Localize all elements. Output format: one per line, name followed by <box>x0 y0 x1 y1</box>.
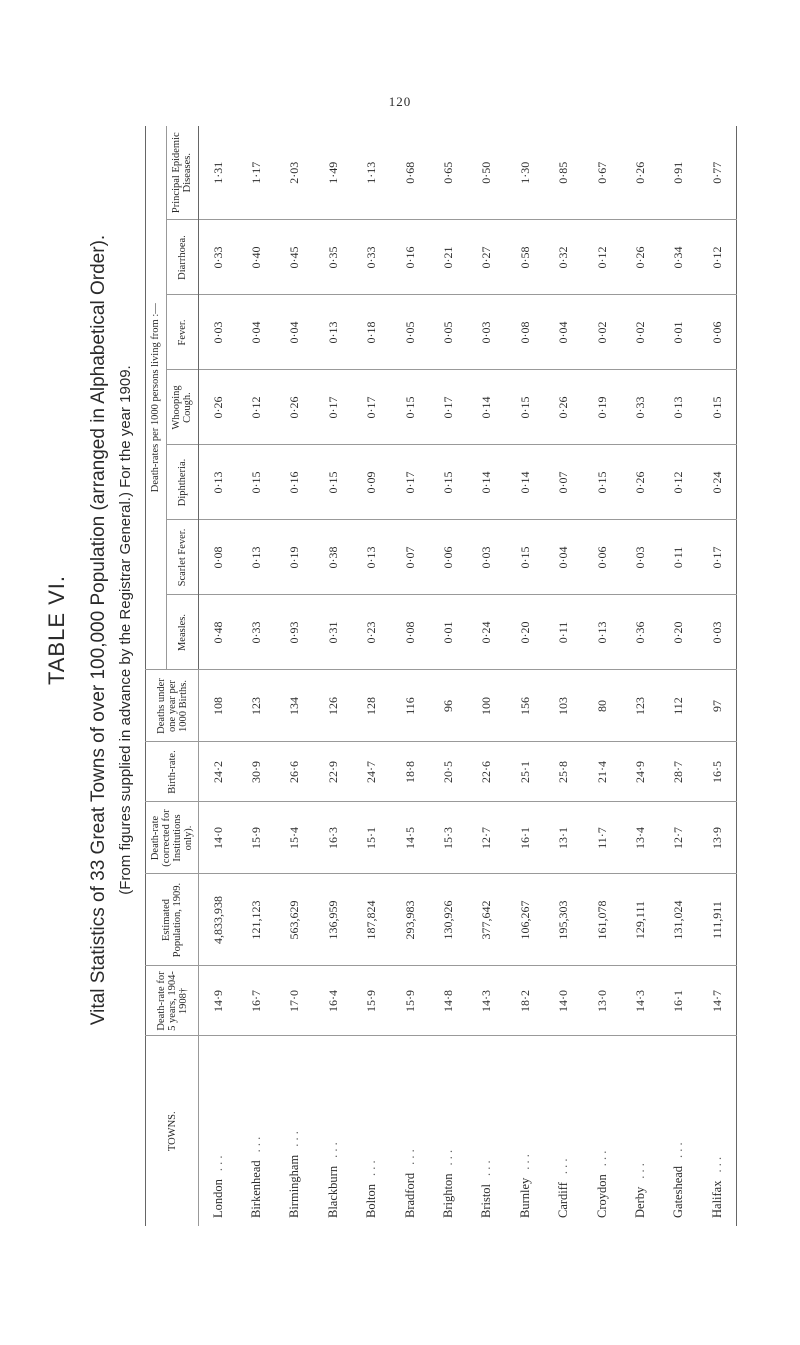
cell-town <box>468 1036 506 1226</box>
cell-infant-deaths: 116 <box>391 670 429 742</box>
leader-dots: . . . <box>671 1142 686 1158</box>
cell-population: 563,629 <box>276 874 314 966</box>
leader-dots: . . . <box>287 1131 302 1147</box>
cell-town <box>506 1036 544 1226</box>
cell-epidemic-diseases: 1·17 <box>237 126 275 220</box>
cell-death-rate-corrected: 15·9 <box>237 802 275 874</box>
cell-measles: 0·01 <box>429 595 467 670</box>
cell-diarrhoea: 0·12 <box>698 220 737 295</box>
cell-epidemic-diseases: 0·68 <box>391 126 429 220</box>
cell-epidemic-diseases: 0·50 <box>468 126 506 220</box>
cell-epidemic-diseases: 0·77 <box>698 126 737 220</box>
leader-dots: . . . <box>364 1160 379 1176</box>
cell-infant-deaths: 80 <box>583 670 621 742</box>
cell-epidemic-diseases: 0·26 <box>621 126 659 220</box>
cell-town <box>429 1036 467 1226</box>
cell-birth-rate: 18·8 <box>391 742 429 802</box>
cell-measles: 0·11 <box>545 595 583 670</box>
town-name: Blackburn <box>325 1165 340 1218</box>
town-name: Birkenhead <box>249 1160 264 1218</box>
cell-death-rate-corrected: 16·1 <box>506 802 544 874</box>
cell-population: 187,824 <box>353 874 391 966</box>
cell-diarrhoea: 0·33 <box>199 220 238 295</box>
cell-measles: 0·13 <box>583 595 621 670</box>
cell-town <box>199 1036 238 1226</box>
cell-whooping-cough: 0·15 <box>506 370 544 445</box>
cell-whooping-cough: 0·33 <box>621 370 659 445</box>
cell-population: 195,303 <box>545 874 583 966</box>
cell-scarlet-fever: 0·38 <box>314 520 352 595</box>
header-epidemic-diseases: Principal Epidemic Diseases. <box>166 126 198 220</box>
cell-birth-rate: 16·5 <box>698 742 737 802</box>
town-name: Halifax <box>709 1180 724 1218</box>
cell-diphtheria: 0·12 <box>660 445 698 520</box>
cell-death-rate-5yr: 14·9 <box>199 966 238 1036</box>
leader-dots: . . . <box>594 1150 609 1167</box>
cell-measles: 0·48 <box>199 595 238 670</box>
cell-birth-rate: 30·9 <box>237 742 275 802</box>
cell-whooping-cough: 0·17 <box>353 370 391 445</box>
header-towns: TOWNS. <box>146 1036 199 1226</box>
header-fever: Fever. <box>166 295 198 370</box>
cell-death-rate-5yr: 17·0 <box>276 966 314 1036</box>
cell-diarrhoea: 0·26 <box>621 220 659 295</box>
cell-birth-rate: 20·5 <box>429 742 467 802</box>
table-body <box>199 126 737 1226</box>
town-name: Burnley <box>517 1177 532 1218</box>
town-name: Gateshead <box>671 1165 686 1218</box>
table-row <box>314 126 352 1226</box>
cell-epidemic-diseases: 0·65 <box>429 126 467 220</box>
cell-fever: 0·05 <box>391 295 429 370</box>
leader-dots: . . . <box>517 1154 532 1170</box>
cell-diphtheria: 0·16 <box>276 445 314 520</box>
cell-epidemic-diseases: 1·13 <box>353 126 391 220</box>
cell-epidemic-diseases: 2·03 <box>276 126 314 220</box>
cell-fever: 0·06 <box>698 295 737 370</box>
leader-dots: . . . <box>402 1149 417 1165</box>
cell-diarrhoea: 0·34 <box>660 220 698 295</box>
cell-population: 111,911 <box>698 874 737 966</box>
cell-town <box>314 1036 352 1226</box>
cell-town <box>237 1036 275 1226</box>
cell-population: 130,926 <box>429 874 467 966</box>
cell-death-rate-5yr: 16·4 <box>314 966 352 1036</box>
cell-fever: 0·13 <box>314 295 352 370</box>
table-row <box>621 126 659 1226</box>
cell-death-rate-5yr: 18·2 <box>506 966 544 1036</box>
table-row <box>199 126 238 1226</box>
cell-birth-rate: 21·4 <box>583 742 621 802</box>
cell-population: 131,024 <box>660 874 698 966</box>
cell-death-rate-corrected: 12·7 <box>468 802 506 874</box>
cell-town <box>276 1036 314 1226</box>
cell-infant-deaths: 100 <box>468 670 506 742</box>
cell-whooping-cough: 0·19 <box>583 370 621 445</box>
table-note: (From figures supplied in advance by the Registrar General.) For the year 1909. <box>117 365 134 895</box>
leader-dots: . . . <box>709 1156 724 1173</box>
cell-fever: 0·04 <box>276 295 314 370</box>
cell-scarlet-fever: 0·15 <box>506 520 544 595</box>
cell-infant-deaths: 156 <box>506 670 544 742</box>
cell-death-rate-5yr: 14·7 <box>698 966 737 1036</box>
cell-diarrhoea: 0·45 <box>276 220 314 295</box>
cell-infant-deaths: 123 <box>237 670 275 742</box>
cell-population: 293,983 <box>391 874 429 966</box>
cell-whooping-cough: 0·13 <box>660 370 698 445</box>
cell-diphtheria: 0·14 <box>468 445 506 520</box>
cell-measles: 0·08 <box>391 595 429 670</box>
cell-epidemic-diseases: 1·49 <box>314 126 352 220</box>
cell-infant-deaths: 128 <box>353 670 391 742</box>
cell-death-rate-5yr: 14·8 <box>429 966 467 1036</box>
cell-whooping-cough: 0·15 <box>391 370 429 445</box>
cell-diarrhoea: 0·27 <box>468 220 506 295</box>
town-name: London <box>210 1179 225 1218</box>
cell-diphtheria: 0·09 <box>353 445 391 520</box>
vital-statistics-table <box>145 126 737 1226</box>
cell-population: 161,078 <box>583 874 621 966</box>
cell-birth-rate: 28·7 <box>660 742 698 802</box>
cell-diphtheria: 0·17 <box>391 445 429 520</box>
cell-scarlet-fever: 0·03 <box>468 520 506 595</box>
cell-town <box>583 1036 621 1226</box>
cell-scarlet-fever: 0·03 <box>621 520 659 595</box>
cell-measles: 0·93 <box>276 595 314 670</box>
cell-diarrhoea: 0·32 <box>545 220 583 295</box>
cell-diarrhoea: 0·35 <box>314 220 352 295</box>
cell-population: 4,833,938 <box>199 874 238 966</box>
cell-epidemic-diseases: 0·67 <box>583 126 621 220</box>
cell-death-rate-corrected: 13·9 <box>698 802 737 874</box>
cell-birth-rate: 24·7 <box>353 742 391 802</box>
table-row <box>468 126 506 1226</box>
cell-fever: 0·03 <box>468 295 506 370</box>
table-row <box>698 126 737 1226</box>
cell-diarrhoea: 0·58 <box>506 220 544 295</box>
cell-epidemic-diseases: 0·85 <box>545 126 583 220</box>
table-title: TABLE VI. <box>44 574 69 686</box>
leader-dots: . . . <box>249 1136 264 1153</box>
cell-fever: 0·01 <box>660 295 698 370</box>
cell-measles: 0·24 <box>468 595 506 670</box>
town-name: Bradford <box>402 1172 417 1218</box>
cell-death-rate-5yr: 13·0 <box>583 966 621 1036</box>
page-number: 120 <box>388 94 412 109</box>
cell-death-rate-corrected: 16·3 <box>314 802 352 874</box>
cell-birth-rate: 24·2 <box>199 742 238 802</box>
header-diarrhoea: Diarrhoea. <box>166 220 198 295</box>
header-scarlet-fever: Scarlet Fever. <box>166 520 198 595</box>
cell-scarlet-fever: 0·07 <box>391 520 429 595</box>
cell-death-rate-5yr: 15·9 <box>391 966 429 1036</box>
cell-population: 106,267 <box>506 874 544 966</box>
cell-measles: 0·33 <box>237 595 275 670</box>
leader-dots: . . . <box>479 1160 494 1176</box>
cell-whooping-cough: 0·14 <box>468 370 506 445</box>
cell-scarlet-fever: 0·17 <box>698 520 737 595</box>
cell-infant-deaths: 123 <box>621 670 659 742</box>
cell-measles: 0·36 <box>621 595 659 670</box>
cell-population: 136,959 <box>314 874 352 966</box>
cell-diphtheria: 0·14 <box>506 445 544 520</box>
cell-measles: 0·20 <box>660 595 698 670</box>
table-row <box>506 126 544 1226</box>
cell-diphtheria: 0·13 <box>199 445 238 520</box>
cell-town <box>660 1036 698 1226</box>
header-population: Estimated Population, 1909. <box>146 874 199 966</box>
rotated-table-page <box>0 5 800 1230</box>
cell-infant-deaths: 108 <box>199 670 238 742</box>
cell-scarlet-fever: 0·13 <box>353 520 391 595</box>
cell-fever: 0·08 <box>506 295 544 370</box>
cell-birth-rate: 22·9 <box>314 742 352 802</box>
cell-diphtheria: 0·24 <box>698 445 737 520</box>
cell-town <box>621 1036 659 1226</box>
cell-measles: 0·03 <box>698 595 737 670</box>
cell-scarlet-fever: 0·08 <box>199 520 238 595</box>
town-name: Bolton <box>364 1183 379 1218</box>
cell-scarlet-fever: 0·06 <box>429 520 467 595</box>
cell-scarlet-fever: 0·06 <box>583 520 621 595</box>
cell-death-rate-5yr: 14·3 <box>621 966 659 1036</box>
town-name: Croydon <box>594 1174 609 1218</box>
cell-measles: 0·23 <box>353 595 391 670</box>
cell-town <box>545 1036 583 1226</box>
leader-dots: . . . <box>556 1158 571 1175</box>
cell-fever: 0·02 <box>583 295 621 370</box>
cell-measles: 0·20 <box>506 595 544 670</box>
cell-death-rate-corrected: 13·1 <box>545 802 583 874</box>
cell-whooping-cough: 0·26 <box>276 370 314 445</box>
cell-death-rate-5yr: 16·1 <box>660 966 698 1036</box>
leader-dots: . . . <box>325 1142 340 1158</box>
cell-death-rate-5yr: 14·0 <box>545 966 583 1036</box>
cell-town <box>353 1036 391 1226</box>
cell-scarlet-fever: 0·19 <box>276 520 314 595</box>
table-row <box>545 126 583 1226</box>
cell-death-rate-corrected: 14·5 <box>391 802 429 874</box>
cell-scarlet-fever: 0·13 <box>237 520 275 595</box>
header-infant-deaths: Deaths under one year per 1000 Births. <box>146 670 199 742</box>
cell-infant-deaths: 112 <box>660 670 698 742</box>
cell-fever: 0·04 <box>545 295 583 370</box>
cell-birth-rate: 24·9 <box>621 742 659 802</box>
cell-fever: 0·18 <box>353 295 391 370</box>
header-death-rates-group: Death-rates per 1000 persons living from :— <box>146 126 167 670</box>
cell-fever: 0·03 <box>199 295 238 370</box>
cell-whooping-cough: 0·15 <box>698 370 737 445</box>
town-name: Derby <box>632 1186 647 1218</box>
leader-dots: . . . <box>441 1149 456 1166</box>
cell-infant-deaths: 96 <box>429 670 467 742</box>
cell-fever: 0·05 <box>429 295 467 370</box>
cell-death-rate-corrected: 12·7 <box>660 802 698 874</box>
header-death-rate-corrected: Death-rate (corrected for Institutions only). <box>146 802 199 874</box>
cell-diarrhoea: 0·21 <box>429 220 467 295</box>
cell-fever: 0·04 <box>237 295 275 370</box>
header-whooping-cough: Whooping Cough. <box>166 370 198 445</box>
table-row <box>237 126 275 1226</box>
header-birth-rate: Birth-rate. <box>146 742 199 802</box>
cell-whooping-cough: 0·17 <box>429 370 467 445</box>
table-subtitle: Vital Statistics of 33 Great Towns of over 100,000 Population (arranged in Alphabetical Order). <box>88 234 109 1026</box>
cell-diphtheria: 0·26 <box>621 445 659 520</box>
town-name: Bristol <box>479 1183 494 1218</box>
cell-epidemic-diseases: 1·30 <box>506 126 544 220</box>
town-name: Birmingham <box>287 1154 302 1218</box>
cell-whooping-cough: 0·26 <box>545 370 583 445</box>
table-row <box>660 126 698 1226</box>
cell-whooping-cough: 0·12 <box>237 370 275 445</box>
cell-population: 129,111 <box>621 874 659 966</box>
cell-death-rate-5yr: 16·7 <box>237 966 275 1036</box>
leader-dots: . . . <box>632 1163 647 1179</box>
table-row <box>391 126 429 1226</box>
cell-death-rate-corrected: 14·0 <box>199 802 238 874</box>
cell-fever: 0·02 <box>621 295 659 370</box>
table-row <box>583 126 621 1226</box>
cell-diphtheria: 0·15 <box>583 445 621 520</box>
cell-epidemic-diseases: 1·31 <box>199 126 238 220</box>
cell-town <box>698 1036 737 1226</box>
cell-death-rate-5yr: 14·3 <box>468 966 506 1036</box>
table-row <box>353 126 391 1226</box>
cell-death-rate-corrected: 11·7 <box>583 802 621 874</box>
leader-dots: . . . <box>210 1155 225 1172</box>
header-diphtheria: Diphtheria. <box>166 445 198 520</box>
cell-death-rate-corrected: 15·1 <box>353 802 391 874</box>
cell-birth-rate: 22·6 <box>468 742 506 802</box>
cell-diphtheria: 0·07 <box>545 445 583 520</box>
cell-infant-deaths: 126 <box>314 670 352 742</box>
cell-epidemic-diseases: 0·91 <box>660 126 698 220</box>
cell-diarrhoea: 0·16 <box>391 220 429 295</box>
cell-birth-rate: 26·6 <box>276 742 314 802</box>
cell-birth-rate: 25·1 <box>506 742 544 802</box>
cell-diphtheria: 0·15 <box>429 445 467 520</box>
cell-diarrhoea: 0·33 <box>353 220 391 295</box>
header-death-rate-5yr: Death-rate for 5 years, 1904-1908† <box>146 966 199 1036</box>
cell-death-rate-corrected: 13·4 <box>621 802 659 874</box>
cell-population: 121,123 <box>237 874 275 966</box>
cell-whooping-cough: 0·26 <box>199 370 238 445</box>
cell-scarlet-fever: 0·04 <box>545 520 583 595</box>
town-name: Brighton <box>441 1173 456 1218</box>
cell-death-rate-corrected: 15·3 <box>429 802 467 874</box>
cell-scarlet-fever: 0·11 <box>660 520 698 595</box>
cell-diphtheria: 0·15 <box>314 445 352 520</box>
header-measles: Measles. <box>166 595 198 670</box>
cell-town <box>391 1036 429 1226</box>
cell-infant-deaths: 103 <box>545 670 583 742</box>
table-row <box>429 126 467 1226</box>
cell-death-rate-corrected: 15·4 <box>276 802 314 874</box>
cell-death-rate-5yr: 15·9 <box>353 966 391 1036</box>
cell-diarrhoea: 0·40 <box>237 220 275 295</box>
cell-diarrhoea: 0·12 <box>583 220 621 295</box>
cell-diphtheria: 0·15 <box>237 445 275 520</box>
cell-infant-deaths: 134 <box>276 670 314 742</box>
cell-birth-rate: 25·8 <box>545 742 583 802</box>
table-row <box>276 126 314 1226</box>
town-name: Cardiff <box>556 1182 571 1218</box>
cell-infant-deaths: 97 <box>698 670 737 742</box>
cell-population: 377,642 <box>468 874 506 966</box>
cell-whooping-cough: 0·17 <box>314 370 352 445</box>
cell-measles: 0·31 <box>314 595 352 670</box>
